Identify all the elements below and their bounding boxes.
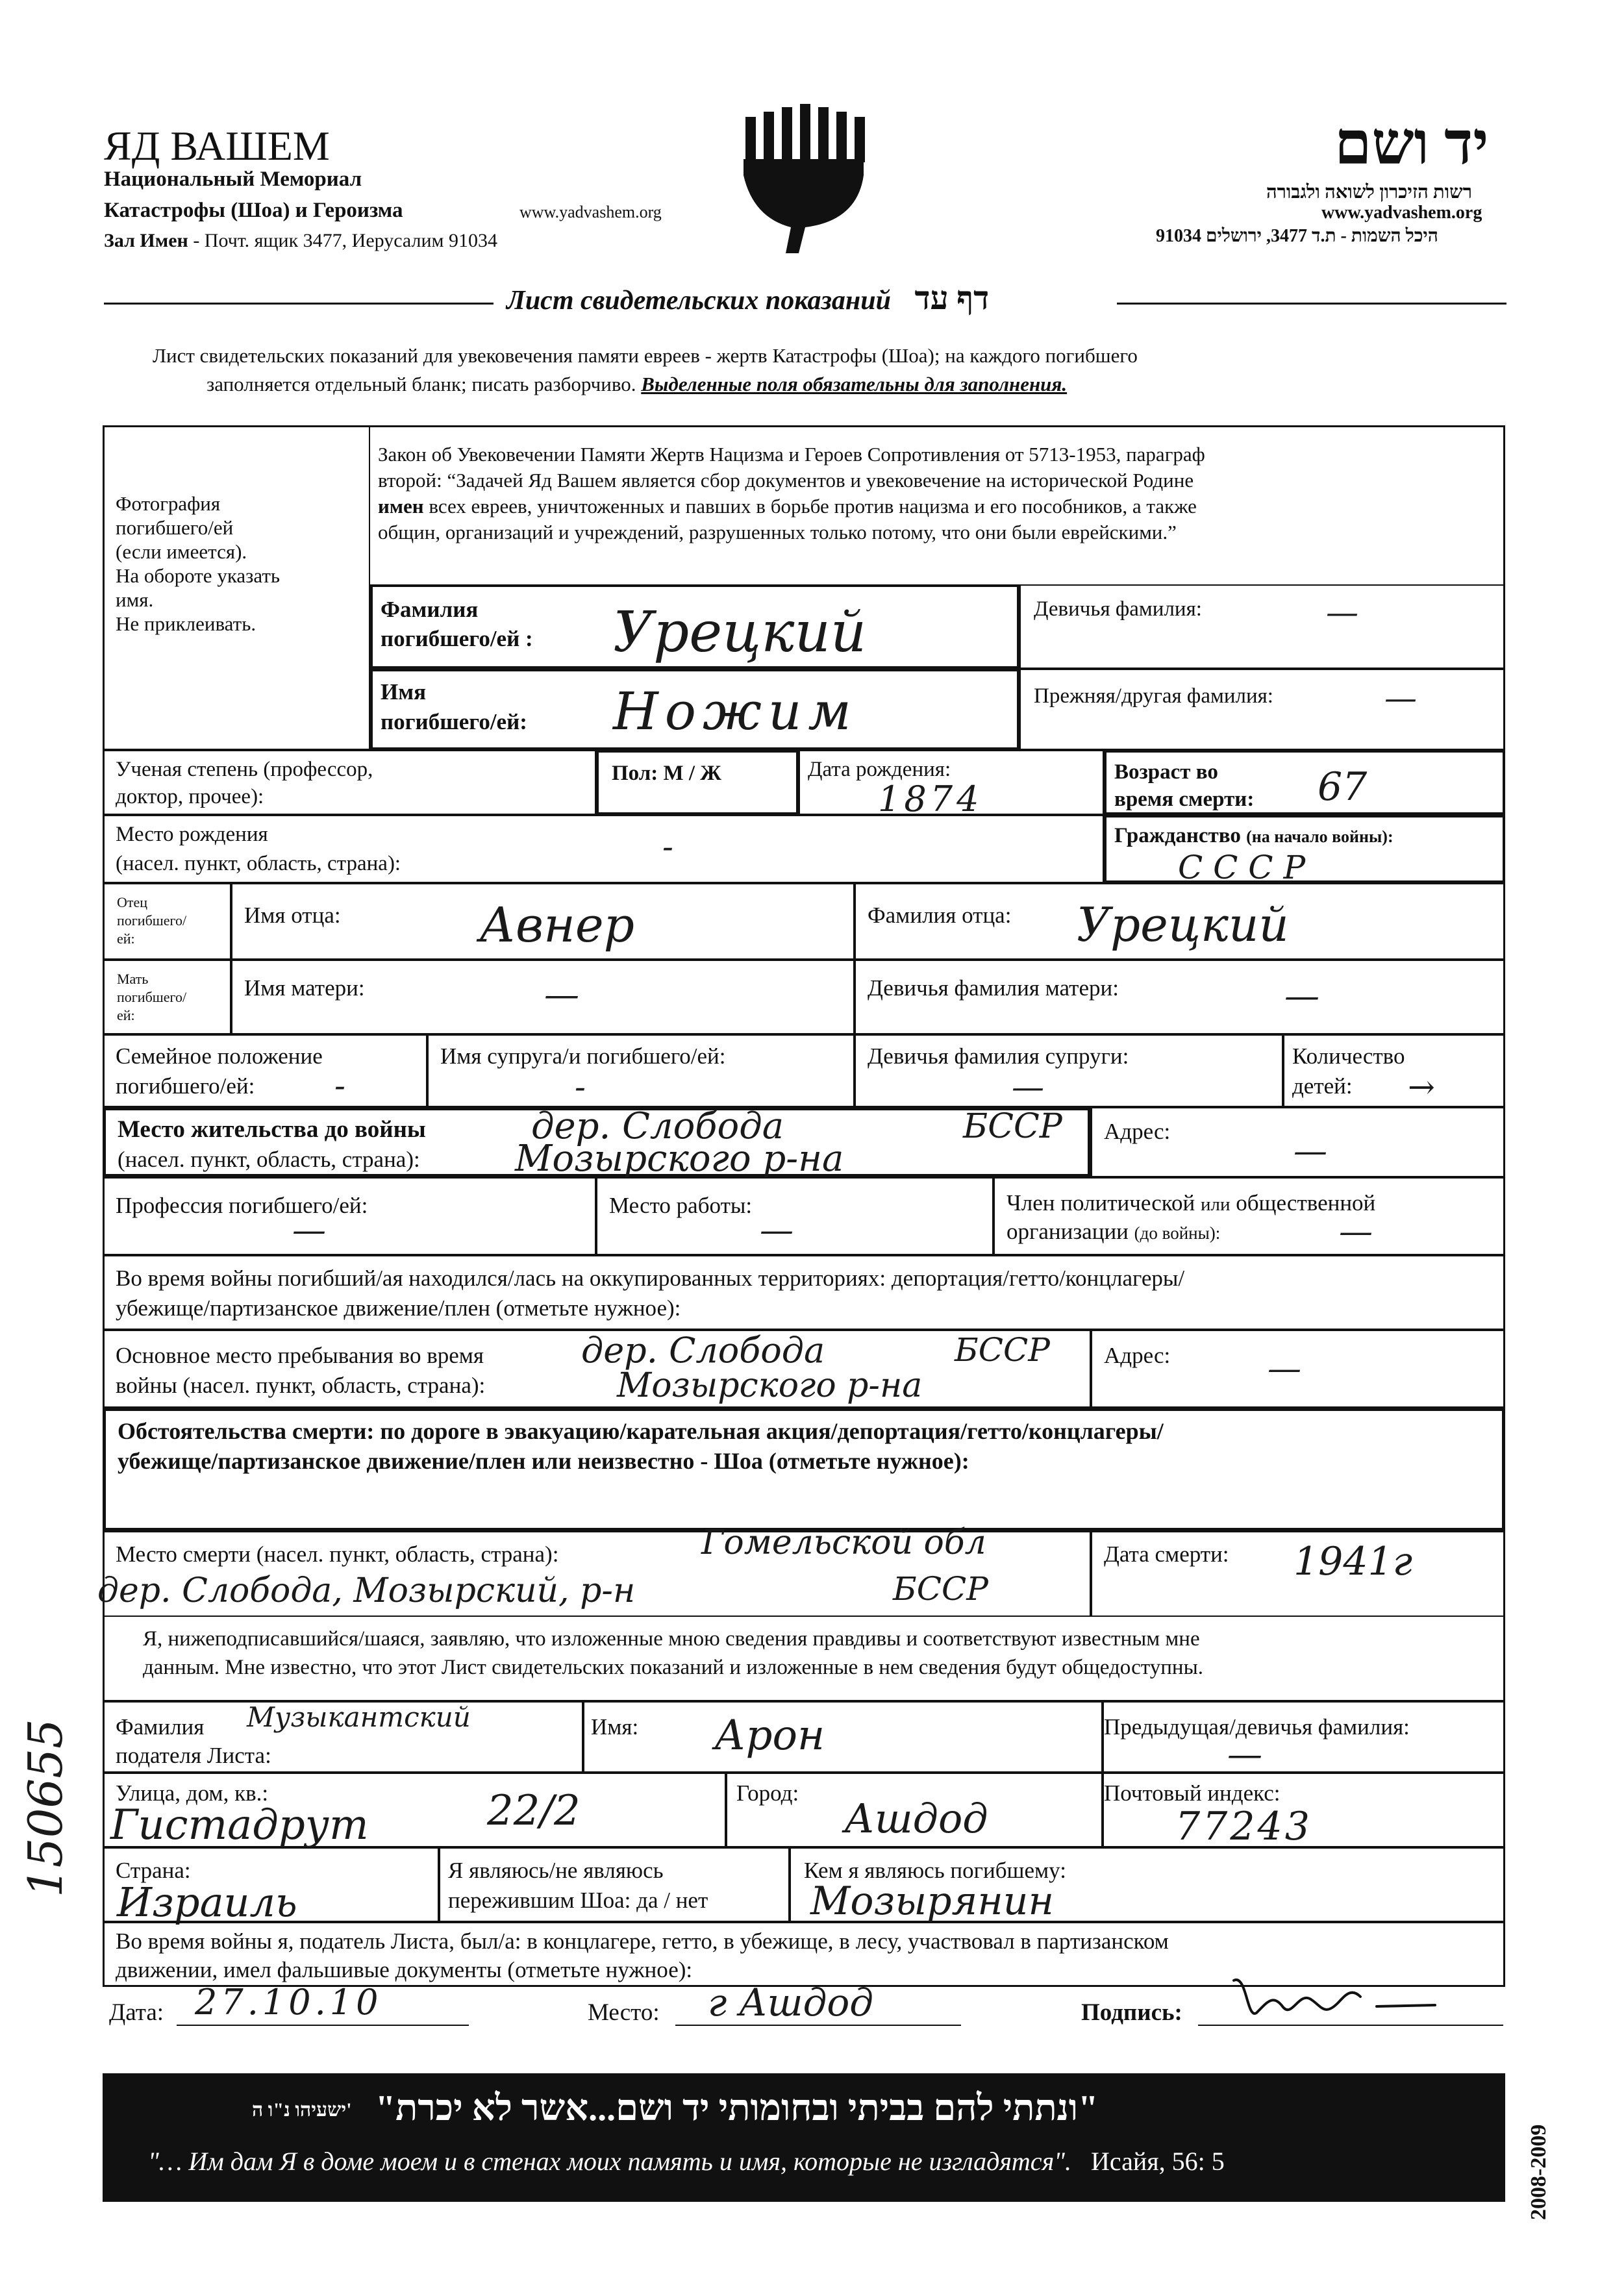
spouse-maiden-value: — xyxy=(1012,1068,1044,1106)
name-value: Ножим xyxy=(613,681,858,742)
father-name-label: Имя отца: xyxy=(244,903,341,928)
declaration-line-2: данным. Мне известно, что этот Лист свидетельских показаний и изложенные в нем сведения будут общедоступны. xyxy=(143,1656,1204,1679)
declaration xyxy=(103,1617,1505,1701)
war-place-label-2: войны (насел. пункт, область, страна): xyxy=(116,1373,486,1398)
submitter-war-line-2: движении, имел фальшивые документы (отметьте нужное): xyxy=(116,1957,693,1982)
workplace-field[interactable] xyxy=(596,1177,994,1255)
submitter-prev-name-field[interactable] xyxy=(1103,1701,1505,1773)
spouse-name-field[interactable] xyxy=(427,1034,855,1107)
street-label: Улица, дом, кв.: xyxy=(116,1780,269,1806)
spouse-label: Имя супруга/и погибшего/ей: xyxy=(440,1043,726,1069)
war-place-address-field[interactable] xyxy=(1091,1330,1505,1408)
intro-line1: Лист свидетельских показаний для увековечения памяти евреев - жертв Катастрофы (Шоа); на каждого погибшего xyxy=(153,344,1138,367)
membership-value: — xyxy=(1339,1212,1373,1251)
yad-vashem-logo xyxy=(734,97,870,260)
title-rule-left xyxy=(104,303,494,305)
submitter-surname-field[interactable] xyxy=(103,1701,583,1773)
war-situation-field[interactable] xyxy=(103,1255,1505,1330)
children-label-2: детей: xyxy=(1292,1073,1353,1099)
place-value[interactable]: г Ашдод xyxy=(708,1980,874,2025)
citizenship-label-sub: (на начало войны): xyxy=(1246,827,1394,846)
victim-name-field[interactable] xyxy=(370,669,1019,750)
death-circ-line-1: Обстоятельства смерти: по дороге в эвакуацию/карательная акция/депортация/гетто/концлагеры/ xyxy=(118,1418,1164,1444)
citizenship-label xyxy=(1114,824,1394,848)
workplace-label: Место работы: xyxy=(609,1193,753,1218)
form-title xyxy=(506,279,989,317)
header-right-url: www.yadvashem.org xyxy=(1321,203,1482,223)
birthplace-label-1: Место рождения xyxy=(116,823,268,846)
death-place-field[interactable] xyxy=(97,1523,1091,1617)
country-field[interactable] xyxy=(103,1847,439,1926)
submitter-name-field[interactable] xyxy=(583,1701,1103,1773)
law-line: Закон об Увековечении Памяти Жертв Нацизма и Героев Сопротивления от 5713-1953, параграф xyxy=(378,443,1205,466)
maiden-label: Девичья фамилия: xyxy=(1034,597,1202,621)
war-place-value-1b: БССР xyxy=(955,1331,1050,1369)
sex-label: Пол: М / Ж xyxy=(612,762,721,785)
surname-label-1: Фамилия xyxy=(381,597,479,622)
birth-date-value: 1874 xyxy=(878,779,983,819)
death-place-label: Место смерти (насел. пункт, область, страна): xyxy=(116,1541,559,1567)
residence-value-1b: БССР xyxy=(963,1107,1062,1146)
father-surname-field[interactable] xyxy=(855,883,1505,960)
age-label-1: Возраст во xyxy=(1114,760,1218,784)
other-surname-label: Прежняя/другая фамилия: xyxy=(1034,684,1273,708)
birthplace-label-2: (насел. пункт, область, страна): xyxy=(116,852,401,875)
profession-label: Профессия погибшего/ей: xyxy=(116,1193,368,1218)
form-title-ru: Лист свидетельских показаний xyxy=(506,286,891,316)
residence-address-label: Адрес: xyxy=(1104,1119,1171,1144)
header-right-title: יד ושם xyxy=(1334,110,1489,177)
mother-tag-line: ей: xyxy=(117,1007,135,1023)
war-address-label: Адрес: xyxy=(1104,1343,1171,1368)
law-line: имен всех евреев, уничтоженных и павших в борьбе против нацизма и его пособников, а также xyxy=(378,495,1197,518)
form-title-heb: דף עד xyxy=(914,280,990,316)
header-left-line2: Катастрофы (Шоа) и Героизма xyxy=(104,199,403,222)
children-value: → xyxy=(1408,1068,1435,1106)
date-underline xyxy=(177,2025,469,2026)
father-name-field[interactable] xyxy=(231,883,855,960)
death-date-field[interactable] xyxy=(1091,1531,1505,1617)
war-place-label-1: Основное место пребывания во время xyxy=(116,1343,484,1368)
city-value: Ашдод xyxy=(844,1795,988,1842)
street-field[interactable] xyxy=(103,1773,726,1847)
children-field[interactable] xyxy=(1283,1034,1505,1107)
death-place-value-2b: БССР xyxy=(893,1570,988,1608)
father-tag-line: Отец xyxy=(117,894,148,910)
death-date-label: Дата смерти: xyxy=(1104,1541,1229,1567)
title-rule-right xyxy=(1117,303,1506,305)
name-label-2: погибшего/ей: xyxy=(381,709,527,734)
birthplace-value: - xyxy=(662,828,673,866)
relation-label: Кем я являюсь погибшему: xyxy=(804,1858,1066,1883)
zip-label: Почтовый индекс: xyxy=(1104,1780,1281,1806)
banner-russian xyxy=(148,2146,1225,2177)
spouse-maiden-field[interactable] xyxy=(855,1034,1283,1107)
citizenship-field[interactable] xyxy=(1104,815,1505,886)
survivor-label-1: Я являюсь/не являюсь xyxy=(448,1858,664,1883)
intro-line2-text: заполняется отдельный бланк; писать разборчиво. xyxy=(206,373,636,395)
place-underline xyxy=(675,2025,961,2026)
signature-mark xyxy=(1221,1967,1448,2032)
header-right-line3: היכל השמות - ת.ד 3477, ירושלים 91034 xyxy=(1156,226,1438,246)
father-surname-label: Фамилия отца: xyxy=(868,903,1012,928)
father-name-value: Авнер xyxy=(479,897,635,953)
age-label-2: время смерти: xyxy=(1114,788,1255,811)
war-place-value-1: дер. Слобода xyxy=(581,1330,825,1371)
residence-address-field[interactable] xyxy=(1091,1107,1505,1177)
photo-line: На обороте указать xyxy=(116,564,281,587)
surname-value: Урецкий xyxy=(613,600,867,665)
city-field[interactable] xyxy=(726,1773,1103,1847)
postal-address: - Почт. ящик 3477, Иерусалим 91034 xyxy=(188,230,498,251)
membership-label-public: общественной xyxy=(1236,1190,1376,1216)
archive-number: 150655 xyxy=(18,1719,73,1897)
membership-label-text: Член политической xyxy=(1006,1190,1195,1216)
death-place-value-1: Гомельской обл xyxy=(701,1523,986,1562)
war-line-1: Во время войны погибший/ая находился/лась на оккупированных территориях: депортация/гетто/концлагеры/ xyxy=(116,1266,1185,1291)
submitter-name-label: Имя: xyxy=(591,1714,639,1740)
scripture-banner xyxy=(103,2073,1505,2202)
year-stamp: 2008-2009 xyxy=(1527,2124,1551,2220)
submitter-name-value: Арон xyxy=(714,1712,825,1760)
membership-label-prewar: (до войны): xyxy=(1134,1223,1221,1243)
mother-name-label: Имя матери: xyxy=(244,975,365,1001)
degree-field[interactable] xyxy=(103,750,596,815)
membership-label-1 xyxy=(1006,1190,1375,1216)
photo-line: погибшего/ей xyxy=(116,516,234,539)
degree-label-2: доктор, прочее): xyxy=(116,785,264,808)
submitter-prev-value: — xyxy=(1227,1734,1262,1775)
citizenship-value: С С С Р xyxy=(1178,849,1306,886)
status-label-1: Семейное положение xyxy=(116,1043,323,1069)
submitter-surname-value: Музыкантский xyxy=(247,1701,471,1733)
zip-field[interactable] xyxy=(1103,1773,1505,1847)
survivor-field[interactable] xyxy=(439,1847,790,1922)
intro-line2 xyxy=(206,373,1067,396)
banner-hebrew-ref: ישעיהו נ"ו ה' xyxy=(252,2099,352,2121)
citizenship-label-text: Гражданство xyxy=(1114,824,1241,847)
place-label: Место: xyxy=(588,1999,660,2026)
survivor-label-2: пережившим Шоа: да / нет xyxy=(448,1888,708,1913)
mother-maiden-value: — xyxy=(1284,975,1319,1016)
father-tag xyxy=(103,883,231,960)
residence-label-2: (насел. пункт, область, страна): xyxy=(118,1147,420,1172)
country-label: Страна: xyxy=(116,1858,191,1883)
header-right-line1: רשות הזיכרון לשואה ולגבורה xyxy=(1266,182,1472,203)
submitter-surname-label-1: Фамилия xyxy=(116,1714,205,1740)
father-tag-line: погибшего/ xyxy=(117,912,187,929)
mother-maiden-field[interactable] xyxy=(855,960,1505,1034)
war-place-value-2: Мозырского р-на xyxy=(617,1366,923,1405)
photo-line: Не приклеивать. xyxy=(116,612,256,635)
signature-label: Подпись: xyxy=(1081,1999,1182,2026)
law-text xyxy=(378,442,1495,545)
relation-field[interactable] xyxy=(790,1847,1505,1922)
workplace-value: — xyxy=(760,1211,794,1250)
status-value: - xyxy=(334,1067,345,1104)
residence-label-1: Место жительства до войны xyxy=(118,1116,426,1143)
mother-name-field[interactable] xyxy=(231,960,855,1034)
mother-maiden-label: Девичья фамилия матери: xyxy=(868,975,1119,1001)
street-value: Гистадрут xyxy=(110,1801,369,1849)
degree-label-1: Ученая степень (профессор, xyxy=(116,758,373,781)
residence-field[interactable] xyxy=(103,1105,1091,1180)
photo-line: имя. xyxy=(116,588,154,611)
profession-value: — xyxy=(292,1211,326,1250)
death-circ-line-2: убежище/партизанское движение/плен или неизвестно - Шоа (отметьте нужное): xyxy=(118,1448,969,1474)
header-left-line1: Национальный Мемориал xyxy=(104,168,362,191)
mother-tag xyxy=(103,960,231,1034)
status-label-2: погибшего/ей: xyxy=(116,1073,255,1099)
city-label: Город: xyxy=(736,1780,799,1806)
age-field[interactable] xyxy=(1104,750,1505,815)
mother-name-value: — xyxy=(544,974,579,1015)
photo-line: (если имеется). xyxy=(116,540,247,563)
country-value: Израиль xyxy=(117,1878,297,1926)
maiden-name-field[interactable] xyxy=(1019,584,1505,669)
father-tag-line: ей: xyxy=(117,930,135,947)
birthplace-field[interactable] xyxy=(103,815,1104,883)
name-label-1: Имя xyxy=(381,679,426,705)
mother-tag-line: Мать xyxy=(117,971,149,987)
birth-date-label: Дата рождения: xyxy=(808,758,951,781)
mother-tag-line: погибшего/ xyxy=(117,989,187,1005)
header-left-title: ЯД ВАШЕМ xyxy=(104,123,330,169)
other-surname-field[interactable] xyxy=(1019,669,1505,750)
law-line: общин, организаций и учреждений, разрушенных только потому, что они были еврейскими.” xyxy=(378,521,1177,543)
header-left-line3 xyxy=(104,230,497,252)
victim-surname-field[interactable] xyxy=(370,584,1019,669)
marital-status-field[interactable] xyxy=(103,1034,427,1107)
relation-value: Мозырянин xyxy=(810,1878,1054,1924)
birth-date-field[interactable] xyxy=(799,750,1104,819)
children-label-1: Количество xyxy=(1292,1043,1405,1069)
age-value: 67 xyxy=(1318,764,1368,810)
banner-hebrew: "ונתתי להם בביתי ובחומותי יד ושם...אשר לא יכרת" xyxy=(375,2088,1099,2128)
spouse-maiden-label: Девичья фамилия супруги: xyxy=(868,1043,1129,1069)
law-bold-word: имен xyxy=(378,495,424,518)
residence-value-2: Мозырского р-на xyxy=(515,1138,844,1180)
law-line: второй: “Задачей Яд Вашем является сбор документов и увековечение на исторической Родине xyxy=(378,469,1194,492)
residence-address-value: — xyxy=(1294,1132,1327,1171)
death-circumstances-field[interactable] xyxy=(103,1408,1505,1531)
banner-russian-text: "… Им дам Я в доме моем и в стенах моих память и имя, которые не изгладятся". xyxy=(148,2147,1071,2176)
membership-label-2 xyxy=(1006,1219,1220,1245)
membership-field[interactable] xyxy=(994,1177,1505,1255)
death-place-value-2: дер. Слобода, Мозырский, р-н xyxy=(97,1571,636,1610)
date-label: Дата: xyxy=(109,1999,164,2026)
date-value[interactable]: 27.10.10 xyxy=(195,1982,382,2023)
submitter-prev-label: Предыдущая/девичья фамилия: xyxy=(1104,1714,1410,1740)
zal-imen-label: Зал Имен xyxy=(104,230,188,251)
photo-line: Фотография xyxy=(116,492,221,515)
zip-value: 77243 xyxy=(1175,1804,1312,1849)
war-address-value: — xyxy=(1268,1349,1301,1388)
maiden-value: — xyxy=(1326,593,1358,631)
submitter-war-line-1: Во время войны я, податель Листа, был/а: в концлагере, гетто, в убежище, в лесу, участвовал в партизанском xyxy=(116,1928,1169,1954)
submitter-surname-label-2: подателя Листа: xyxy=(116,1743,271,1768)
war-line-2: убежище/партизанское движение/плен (отметьте нужное): xyxy=(116,1295,681,1321)
other-surname-value: — xyxy=(1384,679,1417,717)
membership-label-or: или xyxy=(1200,1194,1231,1215)
declaration-line-1: Я, нижеподписавшийся/шаяся, заявляю, что изложенные мною сведения правдивы и соответствуют известным мне xyxy=(143,1627,1200,1651)
residence-value-1: дер. Слобода xyxy=(531,1105,784,1147)
house-value: 22/2 xyxy=(487,1787,581,1835)
membership-label-org: организации xyxy=(1006,1219,1129,1244)
spouse-value: - xyxy=(575,1068,586,1106)
intro-required-note: Выделенные поля обязательны для заполнения. xyxy=(641,373,1068,395)
profession-field[interactable] xyxy=(103,1177,596,1255)
sex-field[interactable] xyxy=(596,750,799,815)
father-surname-value: Урецкий xyxy=(1077,897,1289,952)
photo-box xyxy=(103,425,370,750)
surname-label-2: погибшего/ей : xyxy=(381,626,533,651)
death-date-value: 1941г xyxy=(1294,1539,1413,1584)
war-place-field[interactable] xyxy=(103,1330,1091,1408)
header-left-url: www.yadvashem.org xyxy=(519,203,662,221)
banner-russian-ref: Исайя, 56: 5 xyxy=(1090,2147,1225,2176)
